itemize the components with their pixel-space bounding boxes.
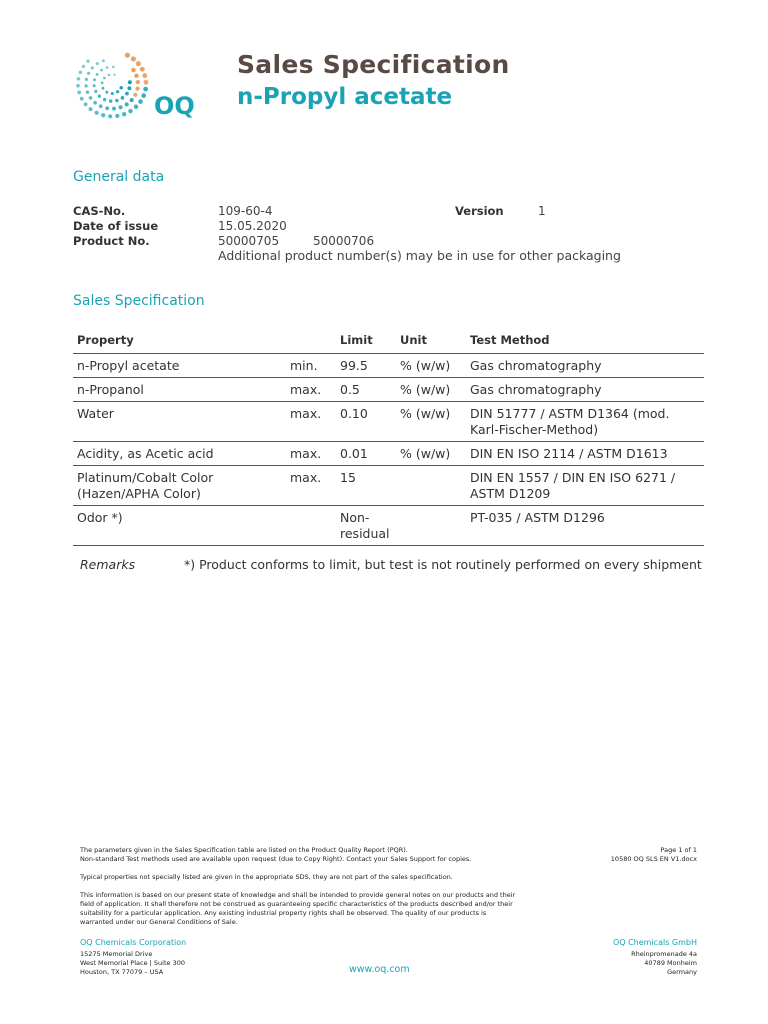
logo-dot: [101, 113, 105, 117]
product-title: n-Propyl acetate: [237, 84, 453, 110]
logo-dot: [105, 106, 109, 110]
table-row: [73, 402, 704, 442]
logo-dot: [138, 99, 143, 104]
us-company-name: OQ Chemicals Corporation: [80, 938, 187, 947]
logo-dot: [116, 90, 119, 93]
property-cell: n-Propanol: [73, 378, 286, 402]
logo-dot: [127, 86, 131, 90]
document-reference: 10580 OQ SLS EN V1.docx: [610, 855, 697, 863]
logo-dot: [134, 105, 139, 110]
logo-dot: [99, 104, 103, 108]
logo-dot: [89, 107, 93, 111]
product-no-1: 50000705: [218, 234, 280, 248]
footer-note-1: The parameters given in the Sales Specification table are listed on the Product Quality Report (PQR).: [80, 846, 408, 854]
method-cell: DIN EN ISO 2114 / ASTM D1613: [466, 442, 704, 466]
unit-cell: [396, 466, 466, 506]
remarks-text: *) Product conforms to limit, but test is not routinely performed on every shipment: [184, 557, 702, 572]
logo-dot: [128, 109, 132, 113]
qualifier-cell: max.: [286, 378, 336, 402]
logo-wordmark: OQ: [154, 92, 195, 120]
logo-dot: [115, 114, 119, 118]
logo-dot: [100, 69, 103, 72]
table-row: [73, 378, 704, 402]
method-cell: DIN 51777 / ASTM D1364 (mod. Karl-Fischer-Method): [466, 402, 704, 442]
table-row: [73, 354, 704, 378]
logo-dot: [136, 80, 140, 84]
logo-dot: [105, 91, 108, 94]
logo-dot: [119, 105, 123, 109]
spec-header-row: [73, 330, 704, 354]
logo-dot: [102, 59, 105, 62]
de-company-name: OQ Chemicals GmbH: [612, 938, 697, 947]
logo-dot: [86, 90, 89, 93]
document-title: Sales Specification: [237, 50, 510, 79]
de-address-line-1: Rheinpromenade 4a: [631, 950, 697, 958]
logo-dot: [106, 66, 109, 69]
unit-cell: % (w/w): [396, 354, 466, 378]
logo-dot: [77, 77, 81, 81]
us-address-line-3: Houston, TX 77079 – USA: [80, 968, 164, 976]
limit-cell: 99.5: [336, 354, 396, 378]
sales-spec-heading: Sales Specification: [73, 293, 205, 309]
limit-cell: 0.01: [336, 442, 396, 466]
logo-dot: [103, 77, 106, 80]
header-unit: Unit: [396, 330, 466, 354]
logo-dot: [133, 93, 137, 97]
logo-dot: [103, 98, 106, 101]
logo-dot: [86, 60, 89, 63]
limit-cell: 15: [336, 466, 396, 506]
logo-dot: [135, 86, 139, 90]
version-value: 1: [538, 204, 546, 218]
logo-dot: [82, 65, 85, 68]
header-method: Test Method: [466, 330, 704, 354]
logo-dot: [125, 102, 129, 106]
logo-dot: [128, 80, 132, 84]
method-cell: DIN EN 1557 / DIN EN ISO 6271 / ASTM D1209: [466, 466, 704, 506]
footer-note-4: This information is based on our present state of knowledge and shall be intended to provide general notes on our products and their field of application. It shall therefore not be construed as guaranteeing specific characteristics of the products described and/or their suitability for a particular application. Any existing industrial property rights shall be observed. The quality of our products is warranted under our General Conditions of Sale.: [80, 891, 516, 926]
table-row: [73, 442, 704, 466]
cas-label: CAS-No.: [73, 204, 126, 218]
qualifier-cell: max.: [286, 466, 336, 506]
logo-dot: [111, 92, 114, 95]
header-limit: Limit: [336, 330, 396, 354]
footer-note-3: Typical properties not specially listed are given in the appropriate SDS, they are not part of the sales specification.: [80, 873, 453, 881]
oq-logo: [72, 46, 212, 126]
logo-dot: [142, 73, 147, 78]
logo-dot: [108, 114, 112, 118]
logo-dot: [84, 102, 88, 106]
property-cell: Platinum/Cobalt Color (Hazen/APHA Color): [73, 466, 286, 506]
de-address-line-3: Germany: [667, 968, 697, 976]
unit-cell: % (w/w): [396, 402, 466, 442]
cas-value: 109-60-4: [218, 204, 273, 218]
limit-cell: 0.5: [336, 378, 396, 402]
logo-dot: [140, 67, 145, 72]
logo-dot: [144, 80, 149, 85]
remarks-label: Remarks: [80, 557, 136, 572]
product-no-2: 50000706: [313, 234, 375, 248]
logo-dot: [125, 92, 129, 96]
logo-dot: [112, 66, 115, 69]
us-address-line-2: West Memorial Place | Suite 300: [80, 959, 185, 967]
qualifier-cell: min.: [286, 354, 336, 378]
logo-dot: [112, 107, 116, 111]
logo-dot-swirl: [76, 53, 148, 119]
logo-dot: [122, 112, 126, 116]
unit-cell: [396, 506, 466, 546]
logo-dot: [134, 74, 139, 79]
property-cell: Acidity, as Acetic acid: [73, 442, 286, 466]
logo-dot: [76, 84, 80, 88]
property-cell: Odor *): [73, 506, 286, 546]
product-no-label: Product No.: [73, 234, 150, 248]
logo-dot: [80, 97, 84, 101]
logo-dot: [95, 111, 99, 115]
general-data-heading: General data: [73, 169, 165, 185]
method-cell: Gas chromatography: [466, 378, 704, 402]
table-row: [73, 466, 704, 506]
unit-cell: % (w/w): [396, 378, 466, 402]
date-value: 15.05.2020: [218, 219, 287, 233]
logo-dot: [93, 78, 96, 81]
limit-cell: 0.10: [336, 402, 396, 442]
logo-dot: [96, 73, 99, 76]
method-cell: PT-035 / ASTM D1296: [466, 506, 704, 546]
logo-dot: [79, 71, 82, 74]
limit-cell: Non-residual: [336, 506, 396, 546]
unit-cell: % (w/w): [396, 442, 466, 466]
logo-dot: [93, 84, 96, 87]
logo-dot: [141, 93, 146, 98]
additional-product-note: Additional product number(s) may be in use for other packaging: [218, 248, 621, 263]
logo-dot: [120, 86, 123, 89]
logo-dot: [143, 87, 148, 92]
method-cell: Gas chromatography: [466, 354, 704, 378]
logo-dot: [131, 56, 136, 61]
logo-dot: [102, 87, 105, 90]
logo-dot: [84, 84, 87, 87]
logo-dot: [89, 96, 93, 100]
logo-dot: [130, 98, 134, 102]
de-address-line-2: 40789 Monheim: [644, 959, 697, 967]
qualifier-cell: max.: [286, 402, 336, 442]
us-address-line-1: 15275 Memorial Drive: [80, 950, 153, 958]
logo-dot: [96, 62, 99, 65]
version-label: Version: [455, 204, 504, 218]
table-row: [73, 506, 704, 546]
logo-dot: [87, 72, 90, 75]
website-link[interactable]: www.oq.com: [349, 964, 410, 975]
header-qualifier: [286, 330, 336, 354]
property-cell: n-Propyl acetate: [73, 354, 286, 378]
logo-dot: [93, 101, 97, 105]
date-label: Date of issue: [73, 219, 159, 233]
header-property: Property: [73, 330, 286, 354]
property-cell: Water: [73, 402, 286, 442]
spec-table: [73, 330, 704, 546]
logo-dot: [94, 90, 97, 93]
logo-dot: [113, 74, 115, 76]
logo-dot: [131, 68, 136, 73]
logo-dot: [136, 61, 141, 66]
logo-dot: [121, 96, 125, 100]
logo-dot: [98, 95, 101, 98]
logo-dot: [77, 91, 81, 95]
logo-dot: [125, 53, 130, 58]
logo-dot: [115, 99, 119, 103]
logo-dot: [91, 66, 94, 69]
logo-dot: [108, 74, 110, 76]
page-number: Page 1 of 1: [660, 846, 697, 854]
logo-dot: [85, 78, 88, 81]
footer-note-2: Non-standard Test methods used are available upon request (due to Copy Right). Contact your Sales Support for copies.: [80, 855, 472, 863]
logo-dot: [101, 82, 104, 85]
qualifier-cell: max.: [286, 442, 336, 466]
qualifier-cell: [286, 506, 336, 546]
logo-dot: [109, 99, 113, 103]
